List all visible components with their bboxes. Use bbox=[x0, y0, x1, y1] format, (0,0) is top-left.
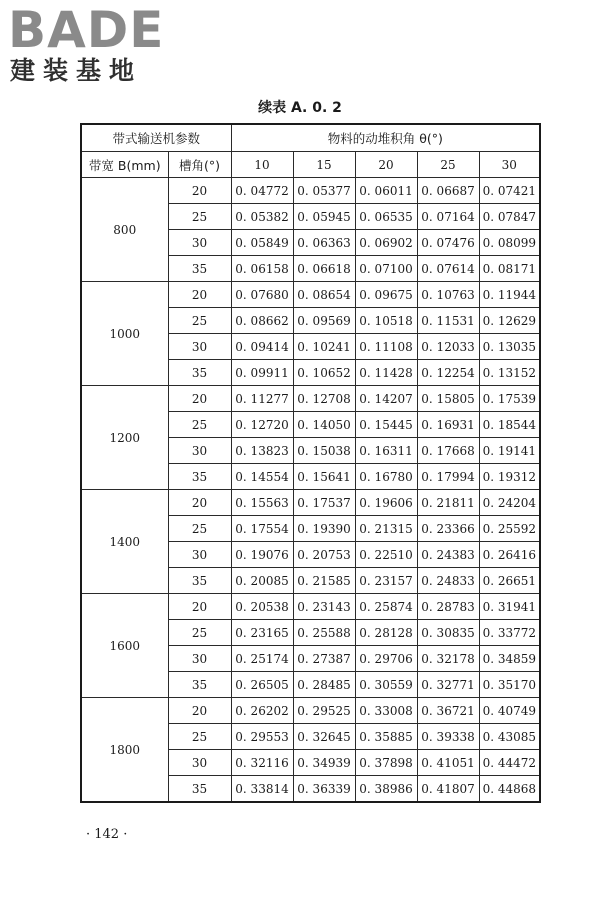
table-row bbox=[81, 282, 540, 308]
header-repose-angle: 物料的动堆积角 θ(°) bbox=[231, 124, 540, 152]
coefficient-cell: 0. 32178 bbox=[417, 646, 479, 672]
trough-angle-cell: 35 bbox=[168, 776, 231, 803]
coefficient-cell: 0. 10518 bbox=[355, 308, 417, 334]
coefficient-cell: 0. 44868 bbox=[479, 776, 540, 803]
coefficient-cell: 0. 06902 bbox=[355, 230, 417, 256]
header-row-1 bbox=[81, 124, 540, 152]
coefficient-cell: 0. 43085 bbox=[479, 724, 540, 750]
trough-angle-cell: 35 bbox=[168, 464, 231, 490]
coefficient-cell: 0. 10241 bbox=[293, 334, 355, 360]
header-row-2 bbox=[81, 152, 540, 178]
coefficient-cell: 0. 34859 bbox=[479, 646, 540, 672]
coefficient-cell: 0. 05377 bbox=[293, 178, 355, 204]
coefficient-cell: 0. 11277 bbox=[231, 386, 293, 412]
coefficient-cell: 0. 07421 bbox=[479, 178, 540, 204]
coefficient-cell: 0. 15038 bbox=[293, 438, 355, 464]
coefficient-cell: 0. 29553 bbox=[231, 724, 293, 750]
belt-width-cell: 1200 bbox=[81, 386, 168, 490]
coefficient-cell: 0. 19312 bbox=[479, 464, 540, 490]
coefficient-cell: 0. 28783 bbox=[417, 594, 479, 620]
header-angle-value: 30 bbox=[479, 152, 540, 178]
table-row bbox=[81, 178, 540, 204]
coefficient-cell: 0. 23157 bbox=[355, 568, 417, 594]
logo-wordmark: BADE bbox=[8, 1, 165, 59]
coefficient-cell: 0. 11531 bbox=[417, 308, 479, 334]
coefficient-cell: 0. 12720 bbox=[231, 412, 293, 438]
table-row bbox=[81, 594, 540, 620]
belt-width-cell: 1000 bbox=[81, 282, 168, 386]
trough-angle-cell: 20 bbox=[168, 178, 231, 204]
header-belt-width: 带宽 B(mm) bbox=[81, 152, 168, 178]
trough-angle-cell: 20 bbox=[168, 386, 231, 412]
page-number: · 142 · bbox=[86, 827, 128, 842]
coefficient-cell: 0. 05849 bbox=[231, 230, 293, 256]
coefficient-cell: 0. 19076 bbox=[231, 542, 293, 568]
trough-angle-cell: 30 bbox=[168, 542, 231, 568]
coefficient-cell: 0. 17668 bbox=[417, 438, 479, 464]
coefficient-cell: 0. 33814 bbox=[231, 776, 293, 803]
coefficient-cell: 0. 21811 bbox=[417, 490, 479, 516]
coefficient-cell: 0. 30559 bbox=[355, 672, 417, 698]
coefficient-cell: 0. 19141 bbox=[479, 438, 540, 464]
coefficient-cell: 0. 34939 bbox=[293, 750, 355, 776]
table-row bbox=[81, 386, 540, 412]
trough-angle-cell: 35 bbox=[168, 568, 231, 594]
coefficient-cell: 0. 28485 bbox=[293, 672, 355, 698]
coefficient-cell: 0. 06011 bbox=[355, 178, 417, 204]
coefficient-cell: 0. 07847 bbox=[479, 204, 540, 230]
coefficient-cell: 0. 06687 bbox=[417, 178, 479, 204]
trough-angle-cell: 20 bbox=[168, 490, 231, 516]
coefficient-cell: 0. 31941 bbox=[479, 594, 540, 620]
coefficient-cell: 0. 19390 bbox=[293, 516, 355, 542]
coefficient-cell: 0. 09414 bbox=[231, 334, 293, 360]
coefficient-cell: 0. 33772 bbox=[479, 620, 540, 646]
trough-angle-cell: 25 bbox=[168, 724, 231, 750]
coefficient-cell: 0. 37898 bbox=[355, 750, 417, 776]
coefficient-cell: 0. 17994 bbox=[417, 464, 479, 490]
coefficient-cell: 0. 13152 bbox=[479, 360, 540, 386]
coefficient-cell: 0. 11944 bbox=[479, 282, 540, 308]
coefficient-cell: 0. 22510 bbox=[355, 542, 417, 568]
coefficient-cell: 0. 39338 bbox=[417, 724, 479, 750]
coefficient-cell: 0. 07476 bbox=[417, 230, 479, 256]
coefficient-cell: 0. 32645 bbox=[293, 724, 355, 750]
coefficient-cell: 0. 27387 bbox=[293, 646, 355, 672]
coefficient-cell: 0. 20538 bbox=[231, 594, 293, 620]
coefficient-cell: 0. 04772 bbox=[231, 178, 293, 204]
table-row bbox=[81, 698, 540, 724]
coefficient-cell: 0. 29706 bbox=[355, 646, 417, 672]
coefficient-cell: 0. 16780 bbox=[355, 464, 417, 490]
trough-angle-cell: 25 bbox=[168, 516, 231, 542]
coefficient-cell: 0. 05382 bbox=[231, 204, 293, 230]
coefficient-cell: 0. 08662 bbox=[231, 308, 293, 334]
coefficient-cell: 0. 25174 bbox=[231, 646, 293, 672]
coefficient-cell: 0. 26505 bbox=[231, 672, 293, 698]
coefficient-cell: 0. 11428 bbox=[355, 360, 417, 386]
coefficient-cell: 0. 25588 bbox=[293, 620, 355, 646]
trough-angle-cell: 20 bbox=[168, 594, 231, 620]
coefficient-cell: 0. 41051 bbox=[417, 750, 479, 776]
coefficient-cell: 0. 09569 bbox=[293, 308, 355, 334]
trough-angle-cell: 20 bbox=[168, 698, 231, 724]
coefficient-cell: 0. 15445 bbox=[355, 412, 417, 438]
coefficient-cell: 0. 41807 bbox=[417, 776, 479, 803]
belt-width-cell: 1400 bbox=[81, 490, 168, 594]
coefficient-cell: 0. 36339 bbox=[293, 776, 355, 803]
coefficient-table bbox=[80, 123, 541, 803]
coefficient-cell: 0. 11108 bbox=[355, 334, 417, 360]
coefficient-cell: 0. 20753 bbox=[293, 542, 355, 568]
header-angle-value: 20 bbox=[355, 152, 417, 178]
belt-width-cell: 1600 bbox=[81, 594, 168, 698]
coefficient-cell: 0. 13823 bbox=[231, 438, 293, 464]
coefficient-cell: 0. 16931 bbox=[417, 412, 479, 438]
table-body bbox=[81, 178, 540, 803]
coefficient-cell: 0. 15563 bbox=[231, 490, 293, 516]
coefficient-cell: 0. 12629 bbox=[479, 308, 540, 334]
trough-angle-cell: 20 bbox=[168, 282, 231, 308]
coefficient-cell: 0. 17537 bbox=[293, 490, 355, 516]
coefficient-cell: 0. 07164 bbox=[417, 204, 479, 230]
coefficient-cell: 0. 13035 bbox=[479, 334, 540, 360]
bade-logo bbox=[8, 1, 178, 90]
coefficient-cell: 0. 17554 bbox=[231, 516, 293, 542]
trough-angle-cell: 35 bbox=[168, 256, 231, 282]
coefficient-cell: 0. 10763 bbox=[417, 282, 479, 308]
header-angle-value: 15 bbox=[293, 152, 355, 178]
trough-angle-cell: 30 bbox=[168, 438, 231, 464]
trough-angle-cell: 30 bbox=[168, 334, 231, 360]
header-angle-value: 25 bbox=[417, 152, 479, 178]
trough-angle-cell: 30 bbox=[168, 230, 231, 256]
coefficient-cell: 0. 20085 bbox=[231, 568, 293, 594]
coefficient-cell: 0. 32771 bbox=[417, 672, 479, 698]
coefficient-cell: 0. 17539 bbox=[479, 386, 540, 412]
coefficient-cell: 0. 10652 bbox=[293, 360, 355, 386]
trough-angle-cell: 30 bbox=[168, 646, 231, 672]
coefficient-cell: 0. 38986 bbox=[355, 776, 417, 803]
trough-angle-cell: 30 bbox=[168, 750, 231, 776]
coefficient-cell: 0. 12708 bbox=[293, 386, 355, 412]
belt-width-cell: 800 bbox=[81, 178, 168, 282]
coefficient-cell: 0. 23366 bbox=[417, 516, 479, 542]
coefficient-cell: 0. 14207 bbox=[355, 386, 417, 412]
coefficient-cell: 0. 14050 bbox=[293, 412, 355, 438]
logo-subtitle: 建装基地 bbox=[10, 56, 143, 85]
coefficient-cell: 0. 05945 bbox=[293, 204, 355, 230]
coefficient-cell: 0. 09911 bbox=[231, 360, 293, 386]
belt-width-cell: 1800 bbox=[81, 698, 168, 803]
coefficient-cell: 0. 30835 bbox=[417, 620, 479, 646]
coefficient-cell: 0. 29525 bbox=[293, 698, 355, 724]
coefficient-cell: 0. 40749 bbox=[479, 698, 540, 724]
coefficient-cell: 0. 07614 bbox=[417, 256, 479, 282]
coefficient-cell: 0. 06363 bbox=[293, 230, 355, 256]
coefficient-cell: 0. 26416 bbox=[479, 542, 540, 568]
trough-angle-cell: 25 bbox=[168, 308, 231, 334]
coefficient-cell: 0. 23143 bbox=[293, 594, 355, 620]
trough-angle-cell: 35 bbox=[168, 360, 231, 386]
trough-angle-cell: 25 bbox=[168, 412, 231, 438]
coefficient-cell: 0. 08171 bbox=[479, 256, 540, 282]
coefficient-cell: 0. 06535 bbox=[355, 204, 417, 230]
coefficient-cell: 0. 28128 bbox=[355, 620, 417, 646]
coefficient-cell: 0. 15805 bbox=[417, 386, 479, 412]
table-caption: 续表 A. 0. 2 bbox=[258, 100, 342, 116]
coefficient-cell: 0. 21315 bbox=[355, 516, 417, 542]
coefficient-cell: 0. 33008 bbox=[355, 698, 417, 724]
coefficient-cell: 0. 23165 bbox=[231, 620, 293, 646]
coefficient-cell: 0. 12254 bbox=[417, 360, 479, 386]
coefficient-cell: 0. 18544 bbox=[479, 412, 540, 438]
coefficient-cell: 0. 07100 bbox=[355, 256, 417, 282]
coefficient-cell: 0. 06618 bbox=[293, 256, 355, 282]
coefficient-cell: 0. 25592 bbox=[479, 516, 540, 542]
coefficient-cell: 0. 09675 bbox=[355, 282, 417, 308]
coefficient-cell: 0. 24204 bbox=[479, 490, 540, 516]
coefficient-cell: 0. 44472 bbox=[479, 750, 540, 776]
coefficient-cell: 0. 35885 bbox=[355, 724, 417, 750]
table-row bbox=[81, 490, 540, 516]
coefficient-cell: 0. 07680 bbox=[231, 282, 293, 308]
coefficient-cell: 0. 08654 bbox=[293, 282, 355, 308]
coefficient-cell: 0. 26651 bbox=[479, 568, 540, 594]
trough-angle-cell: 25 bbox=[168, 620, 231, 646]
coefficient-cell: 0. 19606 bbox=[355, 490, 417, 516]
trough-angle-cell: 35 bbox=[168, 672, 231, 698]
coefficient-cell: 0. 35170 bbox=[479, 672, 540, 698]
header-conveyor-params: 带式输送机参数 bbox=[81, 124, 231, 152]
coefficient-cell: 0. 12033 bbox=[417, 334, 479, 360]
coefficient-cell: 0. 14554 bbox=[231, 464, 293, 490]
trough-angle-cell: 25 bbox=[168, 204, 231, 230]
coefficient-cell: 0. 21585 bbox=[293, 568, 355, 594]
header-angle-value: 10 bbox=[231, 152, 293, 178]
coefficient-cell: 0. 06158 bbox=[231, 256, 293, 282]
coefficient-cell: 0. 26202 bbox=[231, 698, 293, 724]
coefficient-cell: 0. 08099 bbox=[479, 230, 540, 256]
header-trough-angle: 槽角(°) bbox=[168, 152, 231, 178]
coefficient-cell: 0. 24383 bbox=[417, 542, 479, 568]
coefficient-cell: 0. 24833 bbox=[417, 568, 479, 594]
coefficient-cell: 0. 36721 bbox=[417, 698, 479, 724]
coefficient-cell: 0. 32116 bbox=[231, 750, 293, 776]
coefficient-cell: 0. 15641 bbox=[293, 464, 355, 490]
coefficient-cell: 0. 25874 bbox=[355, 594, 417, 620]
coefficient-cell: 0. 16311 bbox=[355, 438, 417, 464]
